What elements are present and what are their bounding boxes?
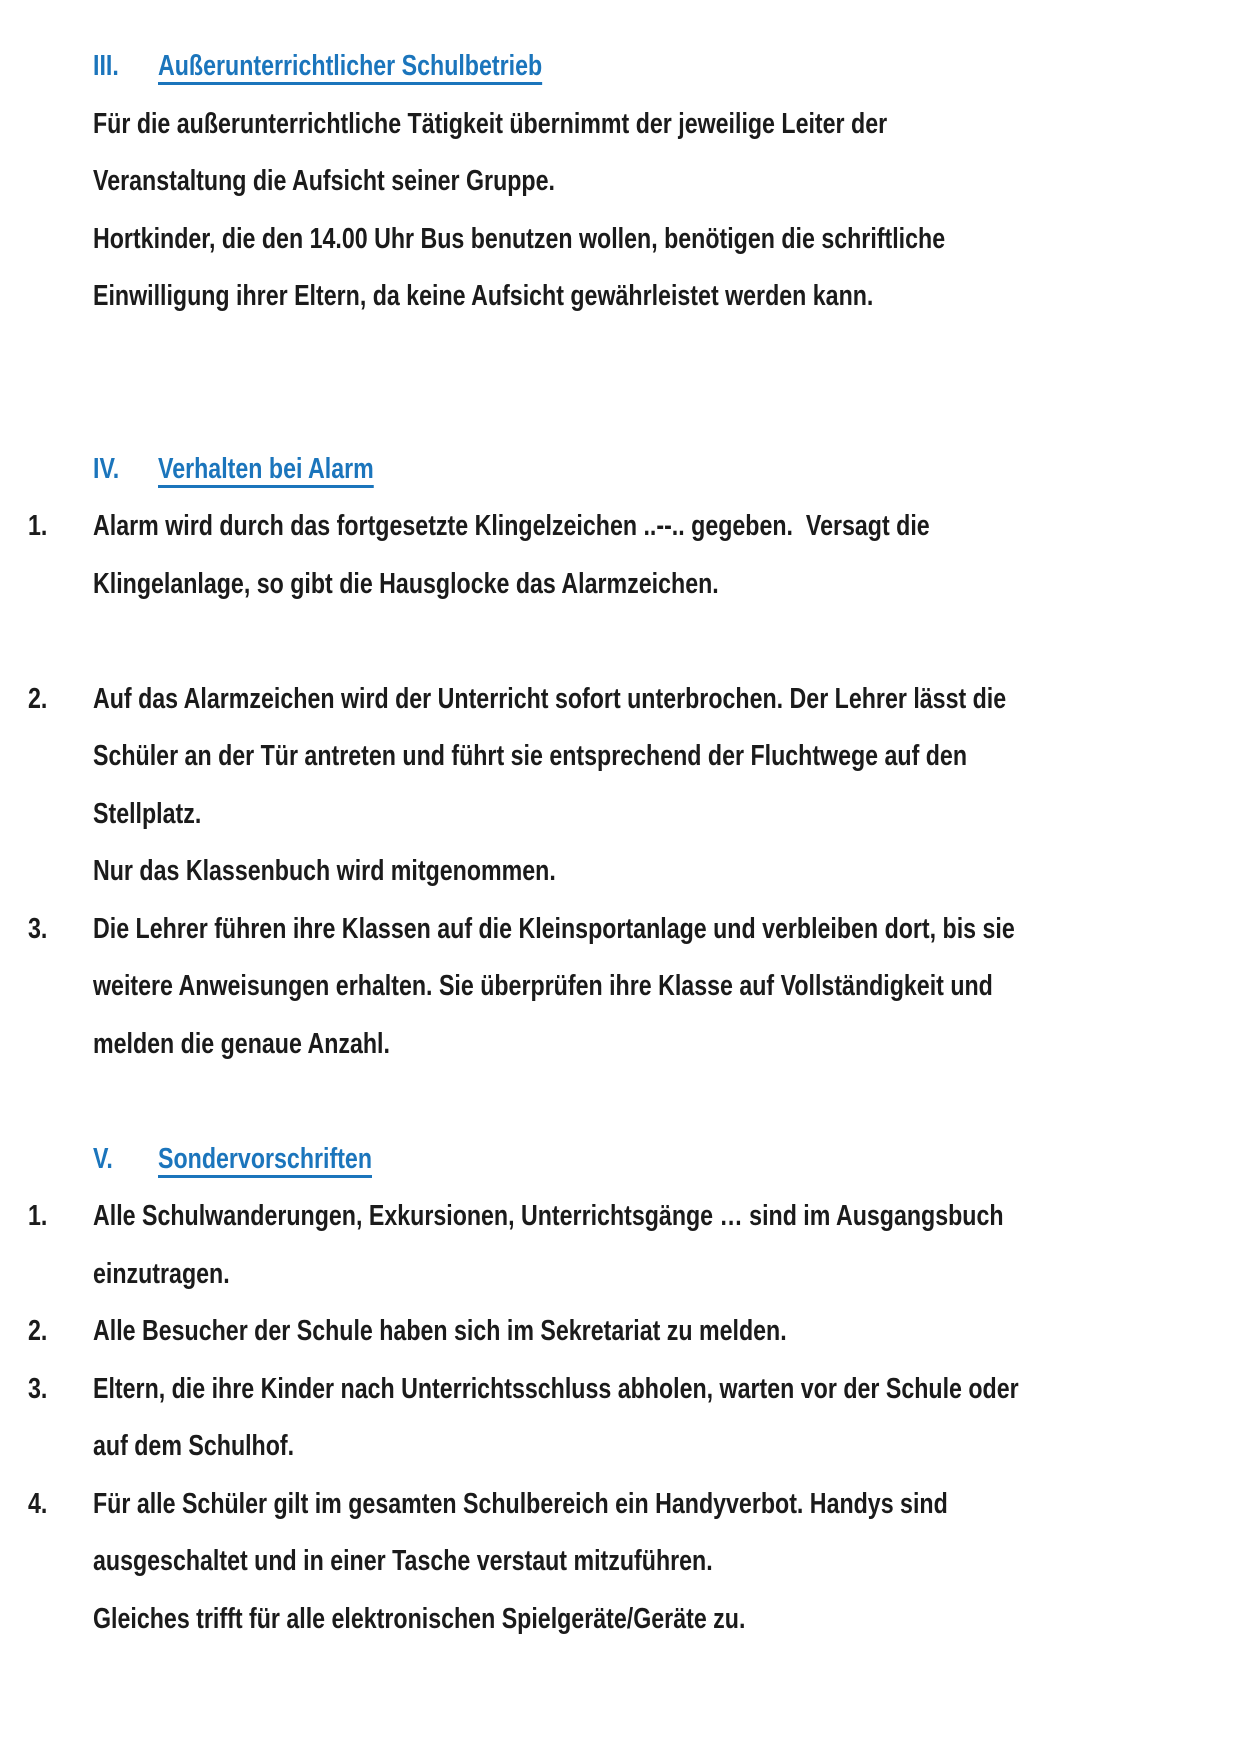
text-line: Hortkinder, die den 14.00 Uhr Bus benutzen wollen, benötigen die schriftliche xyxy=(93,222,946,255)
section-heading-row xyxy=(0,441,1240,499)
text-line: Einwilligung ihrer Eltern, da keine Aufsicht gewährleistet werden kann. xyxy=(93,280,874,312)
text-line: Eltern, die ihre Kinder nach Unterrichtsschluss abholen, warten vor der Schule oder xyxy=(93,1372,1019,1405)
item-lines xyxy=(93,1361,1240,1476)
list-item xyxy=(0,1476,1240,1649)
section-heading-row xyxy=(0,38,1240,96)
blank-line xyxy=(0,613,1240,671)
list-item xyxy=(0,671,1240,901)
list-item xyxy=(0,901,1240,1074)
item-number: 3. xyxy=(28,1372,48,1405)
item-number: 2. xyxy=(28,1315,48,1347)
text-line: Veranstaltung die Aufsicht seiner Gruppe. xyxy=(93,165,555,197)
text-line: weitere Anweisungen erhalten. Sie überprüfen ihre Klasse auf Vollständigkeit und xyxy=(93,970,993,1002)
text-line: Nur das Klassenbuch wird mitgenommen. xyxy=(93,855,556,887)
blank-line xyxy=(0,1073,1240,1131)
text-line: Schüler an der Tür antreten und führt sie entsprechend der Fluchtwege auf den xyxy=(93,740,967,772)
heading-title: Verhalten bei Alarm xyxy=(158,452,374,485)
text-line: Alle Besucher der Schule haben sich im Sekretariat zu melden. xyxy=(93,1315,787,1347)
text-line: melden die genaue Anzahl. xyxy=(93,1027,390,1060)
text-line: Auf das Alarmzeichen wird der Unterricht sofort unterbrochen. Der Lehrer lässt die xyxy=(93,682,1007,715)
text-line: Für die außerunterrichtliche Tätigkeit übernimmt der jeweilige Leiter der xyxy=(93,107,888,140)
item-lines xyxy=(158,1131,1240,1189)
item-lines xyxy=(93,1188,1240,1303)
blank-line xyxy=(0,326,1240,384)
heading-number: V. xyxy=(93,1142,113,1175)
item-number: 1. xyxy=(28,1200,48,1232)
list-item xyxy=(0,211,1240,326)
heading-title: Sondervorschriften xyxy=(158,1142,372,1175)
item-number: 2. xyxy=(28,682,48,715)
list-item xyxy=(0,1303,1240,1361)
text-line: Gleiches trifft für alle elektronischen Spielgeräte/Geräte zu. xyxy=(93,1602,746,1635)
text-line: Alarm wird durch das fortgesetzte Klingelzeichen ..--.. gegeben. Versagt die xyxy=(93,510,930,542)
text-line: Für alle Schüler gilt im gesamten Schulbereich ein Handyverbot. Handys sind xyxy=(93,1487,948,1520)
text-line: auf dem Schulhof. xyxy=(93,1430,295,1462)
list-item xyxy=(0,1188,1240,1303)
item-lines xyxy=(93,96,1240,211)
item-lines xyxy=(93,498,1240,613)
text-line xyxy=(158,38,1024,96)
section-heading-row xyxy=(0,1131,1240,1189)
text-line: Alle Schulwanderungen, Exkursionen, Unterrichtsgänge … sind im Ausgangsbuch xyxy=(93,1200,1004,1232)
text-line: Stellplatz. xyxy=(93,797,202,830)
text-line: Klingelanlage, so gibt die Hausglocke das Alarmzeichen. xyxy=(93,567,719,600)
item-lines xyxy=(158,38,1240,96)
blank-line xyxy=(0,383,1240,441)
item-number: 1. xyxy=(28,510,48,542)
list-item xyxy=(0,96,1240,211)
item-number: 4. xyxy=(28,1487,48,1520)
text-line: Die Lehrer führen ihre Klassen auf die Kleinsportanlage und verbleiben dort, bis sie xyxy=(93,912,1015,945)
text-line xyxy=(158,1131,1024,1189)
item-lines xyxy=(93,1476,1240,1649)
item-lines xyxy=(93,1303,1240,1361)
item-lines xyxy=(93,671,1240,901)
text-line xyxy=(158,441,1024,499)
heading-title: Außerunterrichtlicher Schulbetrieb xyxy=(158,50,543,82)
item-lines xyxy=(93,901,1240,1074)
heading-number: III. xyxy=(93,50,119,82)
item-lines xyxy=(158,441,1240,499)
heading-number: IV. xyxy=(93,452,120,485)
item-number: 3. xyxy=(28,912,48,945)
text-line: einzutragen. xyxy=(93,1257,230,1290)
list-item xyxy=(0,1361,1240,1476)
list-item xyxy=(0,498,1240,613)
item-lines xyxy=(93,211,1240,326)
text-line: ausgeschaltet und in einer Tasche verstaut mitzuführen. xyxy=(93,1545,713,1577)
